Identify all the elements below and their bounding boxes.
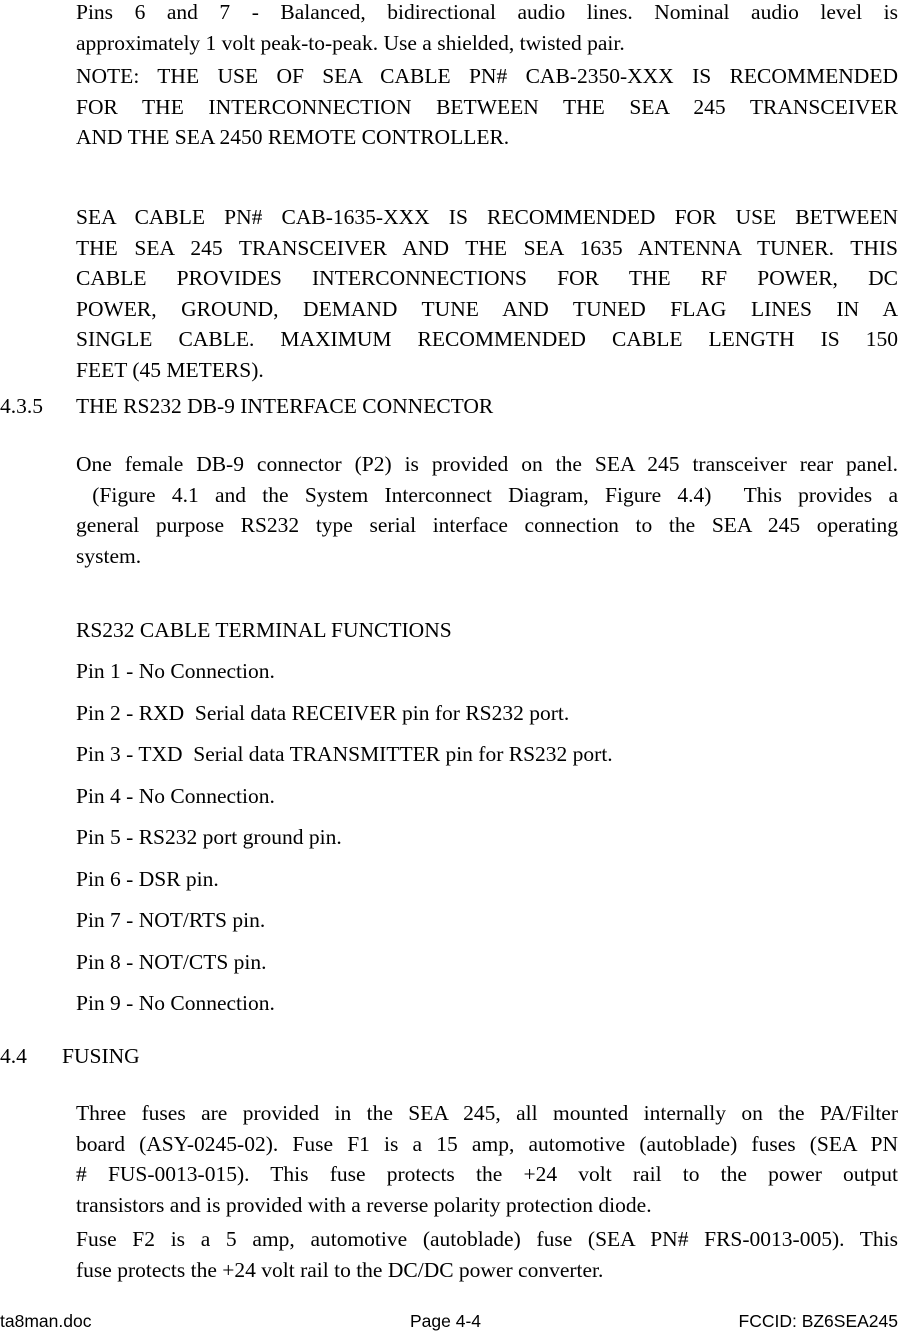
fuse-f1-paragraph: [76, 1098, 898, 1220]
pin-list-item: Pin 1 - No Connection.: [76, 659, 275, 683]
paragraph-line: Three fuses are provided in the SEA 245, all mounted internally on the PA/Filter: [76, 1101, 898, 1125]
footer-filename: ta8man.doc: [0, 1311, 92, 1331]
paragraph-line: One female DB-9 connector (P2) is provided on the SEA 245 transceiver rear panel.: [76, 452, 898, 476]
paragraph-line: AND THE SEA 2450 REMOTE CONTROLLER.: [76, 125, 510, 149]
pin-list-item: Pin 5 - RS232 port ground pin.: [76, 825, 342, 849]
pin-list-item: Pin 8 - NOT/CTS pin.: [76, 950, 267, 974]
paragraph-line: THE SEA 245 TRANSCEIVER AND THE SEA 1635 ANTENNA TUNER. THIS: [76, 235, 898, 260]
paragraph-line: FEET (45 METERS).: [76, 357, 264, 382]
paragraph-line: board (ASY-0245-02). Fuse F1 is a 15 amp, automotive (autoblade) fuses (SEA PN: [76, 1131, 898, 1156]
paragraph-line: SEA CABLE PN# CAB-1635-XXX IS RECOMMENDED FOR USE BETWEEN: [76, 205, 898, 229]
paragraph-line: CABLE PROVIDES INTERCONNECTIONS FOR THE RF POWER, DC: [76, 266, 898, 290]
pin-list-item: Pin 6 - DSR pin.: [76, 867, 219, 891]
section-title-fusing: FUSING: [62, 1044, 140, 1068]
paragraph-line: POWER, GROUND, DEMAND TUNE AND TUNED FLAG LINES IN A: [76, 296, 898, 321]
paragraph-line: # FUS-0013-015). This fuse protects the +24 volt rail to the power output: [76, 1162, 898, 1186]
fuse-f2-paragraph: [76, 1224, 898, 1285]
paragraph-line: transistors and is provided with a reverse polarity protection diode.: [76, 1192, 652, 1217]
footer-page-number: Page 4-4: [410, 1311, 482, 1331]
paragraph-line: SINGLE CABLE. MAXIMUM RECOMMENDED CABLE LENGTH IS 150: [76, 327, 898, 351]
cable-1635-paragraph: [76, 202, 898, 385]
footer-fccid: FCCID: BZ6SEA245: [738, 1311, 898, 1331]
paragraph-line: system.: [76, 543, 142, 568]
section-title-rs232-connector: THE RS232 DB-9 INTERFACE CONNECTOR: [76, 394, 494, 418]
paragraph-line: fuse protects the +24 volt rail to the DC/DC power converter.: [76, 1257, 604, 1282]
paragraph-line: NOTE: THE USE OF SEA CABLE PN# CAB-2350-XXX IS RECOMMENDED: [76, 64, 898, 88]
rs232-connector-paragraph: [76, 449, 898, 571]
pin-list-item: Pin 9 - No Connection.: [76, 991, 275, 1015]
paragraph-line: Pins 6 and 7 - Balanced, bidirectional audio lines. Nominal audio level is: [76, 0, 898, 24]
pins-heading: RS232 CABLE TERMINAL FUNCTIONS: [76, 618, 452, 642]
paragraph-line: approximately 1 volt peak-to-peak. Use a shielded, twisted pair.: [76, 30, 625, 55]
paragraph-line: general purpose RS232 type serial interface connection to the SEA 245 operating: [76, 513, 898, 537]
section-number-4-4: 4.4: [0, 1044, 27, 1068]
paragraph-line: Fuse F2 is a 5 amp, automotive (autoblade) fuse (SEA PN# FRS-0013-005). This: [76, 1227, 898, 1251]
paragraph-line: (Figure 4.1 and the System Interconnect Diagram, Figure 4.4) This provides a: [76, 482, 898, 507]
pin-list-item: Pin 3 - TXD Serial data TRANSMITTER pin for RS232 port.: [76, 742, 613, 766]
pin-list-item: Pin 2 - RXD Serial data RECEIVER pin for RS232 port.: [76, 701, 570, 725]
pin-list-item: Pin 7 - NOT/RTS pin.: [76, 908, 266, 932]
audio-lines-paragraph: [76, 0, 898, 58]
note-paragraph: [76, 61, 898, 153]
section-number-4-3-5: 4.3.5: [0, 394, 43, 418]
paragraph-line: FOR THE INTERCONNECTION BETWEEN THE SEA 245 TRANSCEIVER: [76, 94, 898, 119]
pin-list-item: Pin 4 - No Connection.: [76, 784, 275, 808]
